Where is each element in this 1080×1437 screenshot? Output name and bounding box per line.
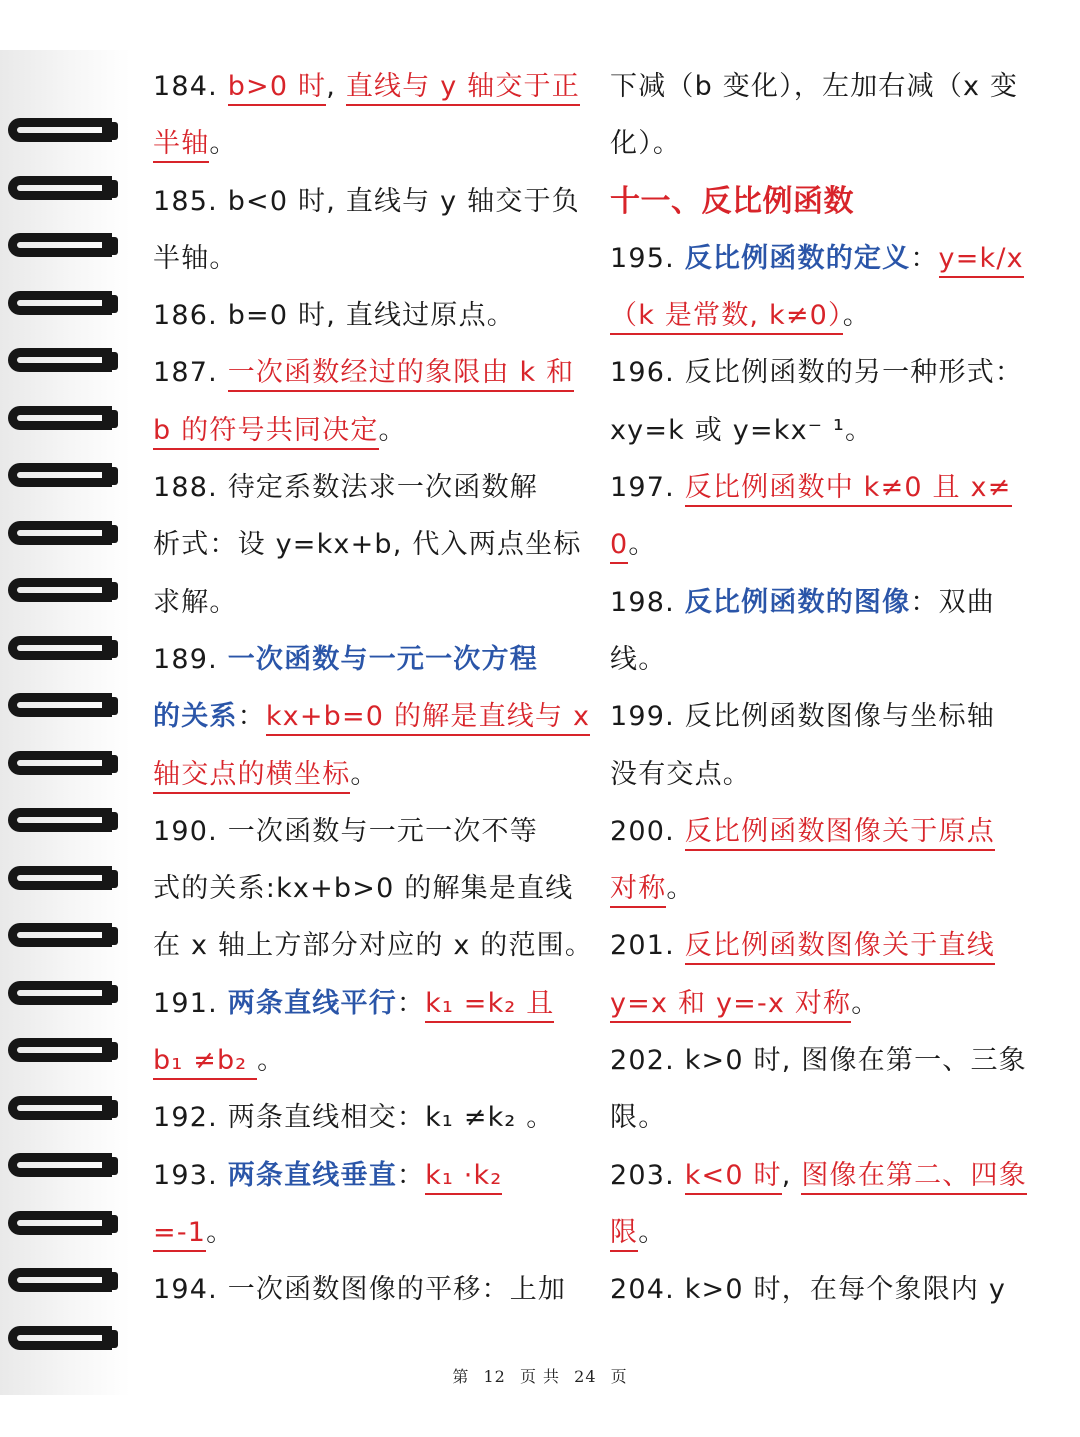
plain-text: 。 [666, 873, 695, 905]
highlighted-text: b>0 时 [228, 71, 327, 106]
binding-ring [8, 291, 120, 317]
plain-text: ： [237, 701, 266, 733]
plain-text: 188. 待定系数法求一次函数解 [153, 472, 538, 504]
binding-ring [8, 176, 120, 202]
text-line [610, 688, 1035, 745]
binding-ring [8, 981, 120, 1007]
spiral-binding [0, 50, 130, 1395]
text-line [610, 287, 1035, 344]
footer-mid: 页 共 [519, 1367, 561, 1386]
text-line [610, 746, 1035, 803]
binding-ring [8, 1096, 120, 1122]
text-line [610, 516, 1035, 573]
binding-ring [8, 1153, 120, 1179]
highlighted-text: 反比例函数中 k≠0 且 x≠ [685, 472, 1012, 507]
highlighted-text: k<0 时 [685, 1160, 782, 1195]
plain-text: , [781, 1159, 802, 1191]
binding-ring [8, 348, 120, 374]
text-line [153, 516, 582, 573]
key-term: 反比例函数的定义 [684, 242, 911, 274]
text-line [153, 1032, 578, 1089]
binding-ring [8, 463, 120, 489]
highlighted-text: 一次函数经过的象限由 k 和 [228, 357, 575, 392]
section-heading: 十一、反比例函数 [610, 183, 854, 219]
right-text-column [610, 58, 1035, 1319]
key-term: 两条直线平行 [227, 987, 397, 1019]
plain-text: 限。 [610, 1102, 667, 1134]
plain-text: 186. b=0 时, 直线过原点。 [153, 300, 515, 332]
highlighted-text: b₁ ≠b₂ [153, 1045, 257, 1080]
left-text-column [153, 58, 594, 1319]
text-line [153, 917, 594, 974]
text-line [610, 574, 1035, 631]
binding-ring [8, 808, 120, 834]
plain-text: 。 [842, 300, 871, 332]
text-line [610, 975, 1035, 1032]
text-line [153, 459, 578, 516]
plain-text: 194. 一次函数图像的平移：上加 [153, 1274, 567, 1306]
plain-text: 184. [153, 71, 228, 102]
highlighted-text: 反比例函数图像关于直线 [685, 930, 995, 965]
binding-ring [8, 923, 120, 949]
page-footer [0, 1364, 1080, 1387]
plain-text: 。 [628, 529, 657, 561]
text-line [610, 115, 1035, 172]
text-line [153, 631, 578, 688]
highlighted-text: 限 [610, 1217, 638, 1252]
plain-text: 200. [610, 815, 685, 847]
plain-text: 199. 反比例函数图像与坐标轴 [610, 701, 995, 733]
text-line [610, 402, 1035, 459]
binding-ring [8, 578, 120, 604]
text-line [153, 1261, 578, 1318]
binding-ring [8, 693, 120, 719]
binding-ring [8, 1211, 120, 1237]
plain-text: 析式：设 y=kx+b, 代入两点坐标 [153, 529, 582, 561]
text-line [153, 688, 591, 745]
binding-ring [8, 406, 120, 432]
text-line [610, 1032, 1035, 1089]
plain-text: 没有交点。 [610, 758, 751, 790]
plain-text: 201. [610, 930, 685, 962]
plain-text: 求解。 [153, 586, 238, 618]
text-line [610, 803, 1035, 860]
plain-text: ： [910, 242, 939, 274]
binding-ring [8, 1326, 120, 1352]
highlighted-text: 对称 [610, 873, 666, 908]
text-line [153, 746, 578, 803]
text-line [153, 115, 578, 172]
plain-text: 190. 一次函数与一元一次不等 [153, 815, 538, 847]
highlighted-text: 0 [610, 529, 628, 564]
plain-text: 185. b<0 时, 直线与 y 轴交于负 [153, 185, 580, 217]
text-line [153, 287, 578, 344]
highlighted-text: （k 是常数, k≠0） [610, 300, 843, 335]
binding-ring [8, 636, 120, 662]
highlighted-text: y=k/x [939, 243, 1024, 278]
text-line [153, 1147, 578, 1204]
highlighted-text: kx+b=0 的解是直线与 x [266, 701, 590, 736]
text-line [153, 1204, 578, 1261]
text-line [610, 58, 1035, 115]
highlighted-text: =-1 [153, 1217, 206, 1252]
plain-text: 。 [851, 987, 880, 1019]
text-line [153, 975, 578, 1032]
text-line [610, 1204, 1035, 1261]
plain-text: xy=k 或 y=kx⁻ ¹。 [610, 414, 874, 446]
text-line [610, 1089, 1035, 1146]
key-term: 两条直线垂直 [227, 1159, 397, 1191]
text-line [610, 1147, 1035, 1204]
highlighted-text: 半轴 [153, 128, 209, 163]
plain-text: 线。 [610, 643, 667, 675]
plain-text: 203. [610, 1159, 685, 1191]
text-line [153, 574, 578, 631]
plain-text: 下减（b 变化），左加右减（x 变 [610, 71, 1019, 102]
plain-text: 193. [153, 1159, 228, 1191]
text-line [610, 917, 1035, 974]
highlighted-text: b 的符号共同决定 [153, 415, 379, 450]
footer-prefix: 第 [452, 1367, 470, 1386]
plain-text: , [326, 71, 346, 102]
highlighted-text: 直线与 y 轴交于正 [346, 71, 580, 106]
plain-text: 196. 反比例函数的另一种形式： [610, 357, 1024, 389]
binding-ring [8, 521, 120, 547]
text-line [610, 230, 1035, 287]
binding-ring [8, 1268, 120, 1294]
plain-text: 198. [610, 586, 685, 618]
plain-text: 。 [209, 128, 238, 160]
highlighted-text: y=x 和 y=-x 对称 [610, 988, 851, 1023]
binding-ring [8, 866, 120, 892]
text-line [610, 860, 1035, 917]
text-line [153, 402, 578, 459]
text-line [610, 459, 1035, 516]
plain-text: 式的关系:kx+b>0 的解集是直线 [153, 873, 574, 905]
plain-text: 202. k>0 时, 图像在第一、三象 [610, 1045, 1027, 1077]
binding-ring [8, 751, 120, 777]
plain-text: 在 x 轴上方部分对应的 x 的范围。 [153, 930, 594, 962]
text-line [153, 860, 578, 917]
text-line [153, 344, 578, 401]
binding-ring [8, 1038, 120, 1064]
highlighted-text: k₁ ·k₂ [425, 1160, 502, 1195]
text-line [153, 173, 578, 230]
plain-text: 。 [350, 758, 379, 790]
footer-total-pages: 24 [574, 1367, 597, 1386]
highlighted-text: 图像在第二、四象 [801, 1160, 1027, 1195]
highlighted-text: 轴交点的横坐标 [153, 759, 350, 794]
highlighted-text: 反比例函数图像关于原点 [685, 816, 995, 851]
key-term: 的关系 [153, 701, 238, 733]
plain-text: 187. [153, 357, 228, 389]
plain-text: 189. [153, 643, 228, 675]
plain-text: 。 [638, 1216, 667, 1248]
plain-text: ： [396, 1159, 426, 1191]
plain-text: 。 [257, 1045, 286, 1077]
text-line [610, 344, 1035, 401]
plain-text: 204. k>0 时，在每个象限内 y [610, 1274, 1007, 1306]
plain-text: 197. [610, 472, 685, 504]
key-term: 一次函数与一元一次方程 [227, 643, 538, 675]
text-line [153, 230, 578, 287]
plain-text: 。 [378, 414, 407, 446]
text-line [610, 1261, 1035, 1318]
text-line [610, 631, 1035, 688]
plain-text: 192. 两条直线相交：k₁ ≠k₂ 。 [153, 1102, 555, 1134]
binding-ring [8, 233, 120, 259]
binding-ring [8, 118, 120, 144]
key-term: 反比例函数的图像 [684, 586, 911, 618]
plain-text: 。 [206, 1216, 235, 1248]
text-line [153, 1089, 578, 1146]
footer-page-number: 12 [483, 1367, 506, 1386]
plain-text: ：双曲 [910, 586, 995, 618]
highlighted-text: k₁ =k₂ 且 [425, 988, 554, 1023]
text-line [153, 803, 578, 860]
text-line [153, 58, 578, 115]
plain-text: ： [396, 987, 426, 1019]
plain-text: 半轴。 [153, 242, 238, 274]
plain-text: 化）。 [610, 128, 682, 160]
plain-text: 195. [610, 242, 685, 274]
footer-suffix: 页 [610, 1367, 628, 1386]
plain-text: 191. [153, 987, 228, 1019]
